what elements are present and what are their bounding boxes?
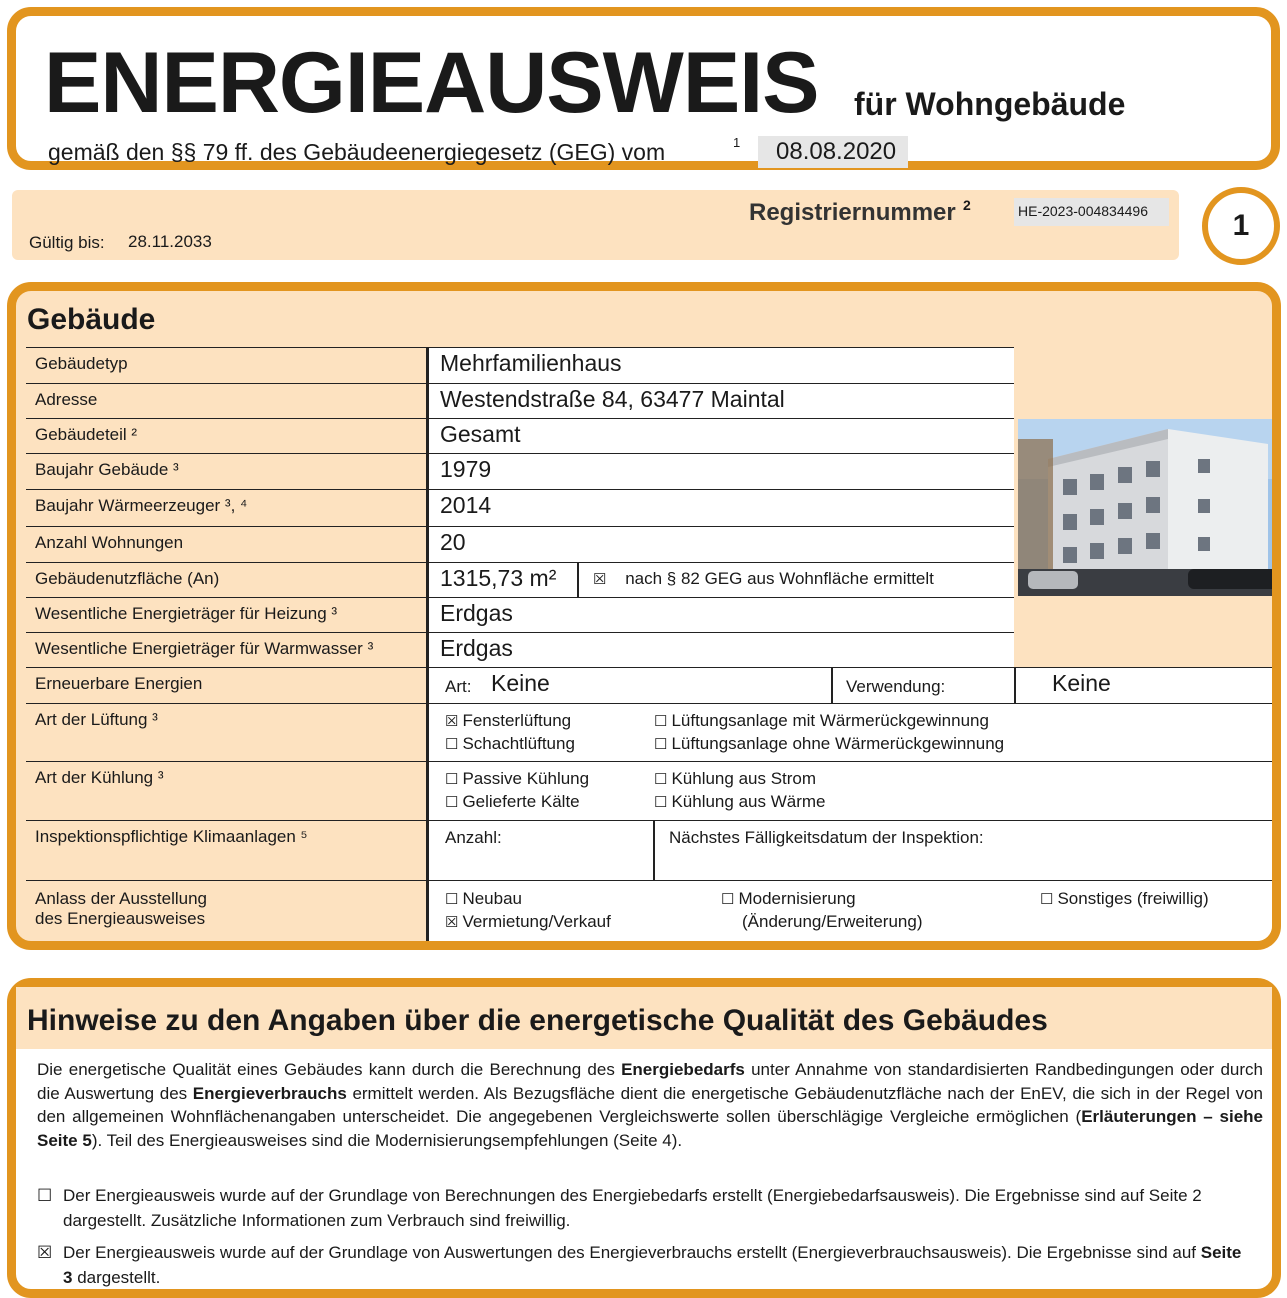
law-date-field: 08.08.2020: [758, 136, 908, 168]
vent-option-with-recovery[interactable]: ☐ Lüftungsanlage mit Wärmerückgewinnung: [654, 711, 989, 730]
label-ventilation: Art der Lüftung ³: [26, 703, 426, 761]
occasion-option-modernization[interactable]: ☐ Modernisierung: [721, 889, 856, 908]
cool-option-delivered[interactable]: ☐ Gelieferte Kälte: [445, 792, 580, 811]
occasion-option-modernization-detail: (Änderung/Erweiterung): [742, 912, 923, 931]
label-year-heater: Baujahr Wärmeerzeuger ³, ⁴: [26, 489, 426, 526]
cool-option-passive[interactable]: ☐ Passive Kühlung: [445, 769, 590, 788]
renewable-use-value: Keine: [1052, 670, 1111, 696]
value-building-type: Mehrfamilienhaus: [427, 347, 1014, 383]
label-energy-water: Wesentliche Energieträger für Warmwasser ³: [26, 632, 426, 667]
hints-option-demand[interactable]: ☐ Der Energieausweis wurde auf der Grundlage von Berechnungen des Energiebedarfs erstellt (Energiebedarfsausweis). Die Ergebnisse sind auf Seite 2 dargestellt. Zusätzliche Informationen zum Verbrauch sind freiwillig.: [37, 1183, 1257, 1233]
registry-number-value: HE-2023-004834496: [1014, 198, 1169, 226]
registry-footnote: 2: [963, 197, 971, 213]
page-number-badge: 1: [1202, 187, 1280, 265]
label-cooling: Art der Kühlung ³: [26, 761, 426, 820]
cool-option-heat[interactable]: ☐ Kühlung aus Wärme: [654, 792, 826, 811]
document-subtitle: für Wohngebäude: [854, 86, 1126, 122]
occasion-option-rent-sale[interactable]: ☒ Vermietung/Verkauf: [445, 912, 611, 931]
floor-area-note-text: nach § 82 GEG aus Wohnfläche ermittelt: [625, 569, 934, 588]
vent-option-shaft[interactable]: ☐ Schachtlüftung: [445, 734, 575, 753]
registry-number-label: Registriernummer: [749, 199, 956, 226]
vent-option-without-recovery[interactable]: ☐ Lüftungsanlage ohne Wärmerückgewinnung: [654, 734, 1005, 753]
label-renewable: Erneuerbare Energien: [26, 667, 426, 703]
hints-option-consumption[interactable]: ☒ Der Energieausweis wurde auf der Grundlage von Auswertungen des Energieverbrauchs erstellt (Energieverbrauchsausweis). Die Ergebnisse sind auf Seite 3 dargestellt.: [37, 1240, 1257, 1290]
label-energy-heating: Wesentliche Energieträger für Heizung ³: [26, 597, 426, 632]
valid-until-value: 28.11.2033: [128, 232, 212, 251]
label-address: Adresse: [26, 383, 426, 418]
consumption-checkbox[interactable]: ☒: [37, 1243, 53, 1262]
renewable-use-label: Verwendung:: [846, 677, 946, 696]
label-building-part: Gebäudeteil ²: [26, 418, 426, 453]
value-apartments: 20: [427, 526, 1014, 562]
renewable-type-label: Art:: [445, 677, 472, 696]
law-footnote: 1: [733, 135, 741, 150]
floor-area-checkbox[interactable]: ☒: [593, 571, 607, 588]
header-box: [7, 7, 1280, 170]
value-energy-water: Erdgas: [427, 632, 1014, 667]
registry-band: [12, 190, 1179, 260]
label-floor-area: Gebäudenutzfläche (An): [26, 562, 426, 597]
label-year-built: Baujahr Gebäude ³: [26, 453, 426, 489]
value-floor-area: 1315,73 m²: [427, 562, 577, 597]
value-building-part: Gesamt: [427, 418, 1014, 453]
value-address: Westendstraße 84, 63477 Maintal: [427, 383, 1014, 418]
hints-section: [7, 978, 1281, 1298]
hints-title: Hinweise zu den Angaben über die energetische Qualität des Gebäudes: [27, 1004, 1048, 1037]
cool-option-electric[interactable]: ☐ Kühlung aus Strom: [654, 769, 817, 788]
valid-until-label: Gültig bis:: [29, 233, 105, 252]
inspection-count-label: Anzahl:: [445, 828, 502, 847]
building-section: [7, 282, 1281, 950]
vent-option-window[interactable]: ☒ Fensterlüftung: [445, 711, 572, 730]
label-occasion: Anlass der Ausstellung des Energieausweises: [26, 880, 426, 942]
value-year-heater: 2014: [427, 489, 1014, 526]
building-title: Gebäude: [27, 303, 156, 336]
floor-area-note: [577, 562, 1014, 597]
occasion-option-new[interactable]: ☐ Neubau: [445, 889, 523, 908]
law-reference: gemäß den §§ 79 ff. des Gebäudeenergiegesetz (GEG) vom: [48, 139, 666, 165]
value-energy-heating: Erdgas: [427, 597, 1014, 632]
inspection-date-label: Nächstes Fälligkeitsdatum der Inspektion:: [669, 828, 984, 847]
renewable-type-value: Keine: [491, 670, 550, 696]
value-year-built: 1979: [427, 453, 1014, 489]
building-image: [1018, 419, 1281, 596]
building-photo: [1018, 419, 1281, 596]
occasion-option-other[interactable]: ☐ Sonstiges (freiwillig): [1040, 889, 1209, 908]
demand-checkbox[interactable]: ☐: [37, 1186, 53, 1205]
label-building-type: Gebäudetyp: [26, 347, 426, 383]
label-inspection: Inspektionspflichtige Klimaanlagen ⁵: [26, 820, 426, 880]
hints-paragraph: Die energetische Qualität eines Gebäudes kann durch die Berechnung des Energiebedarfs unter Annahme von standardisierten Randbedingungen oder durch die Auswertung des Energieverbrauchs ermittelt werden. Als Bezugsfläche dient die energetische Gebäudenutzfläche nach der EnEV, die sich in der Regel von den allgemeinen Wohnflächenangaben unterscheidet. Die angegebenen Vergleichswerte sollen überschlägige Vergleiche ermöglichen (Erläuterungen – siehe Seite 5). Teil des Energieausweises sind die Modernisierungsempfehlungen (Seite 4).: [37, 1060, 1263, 1150]
label-apartments: Anzahl Wohnungen: [26, 526, 426, 562]
document-title: ENERGIEAUSWEIS: [44, 35, 819, 131]
